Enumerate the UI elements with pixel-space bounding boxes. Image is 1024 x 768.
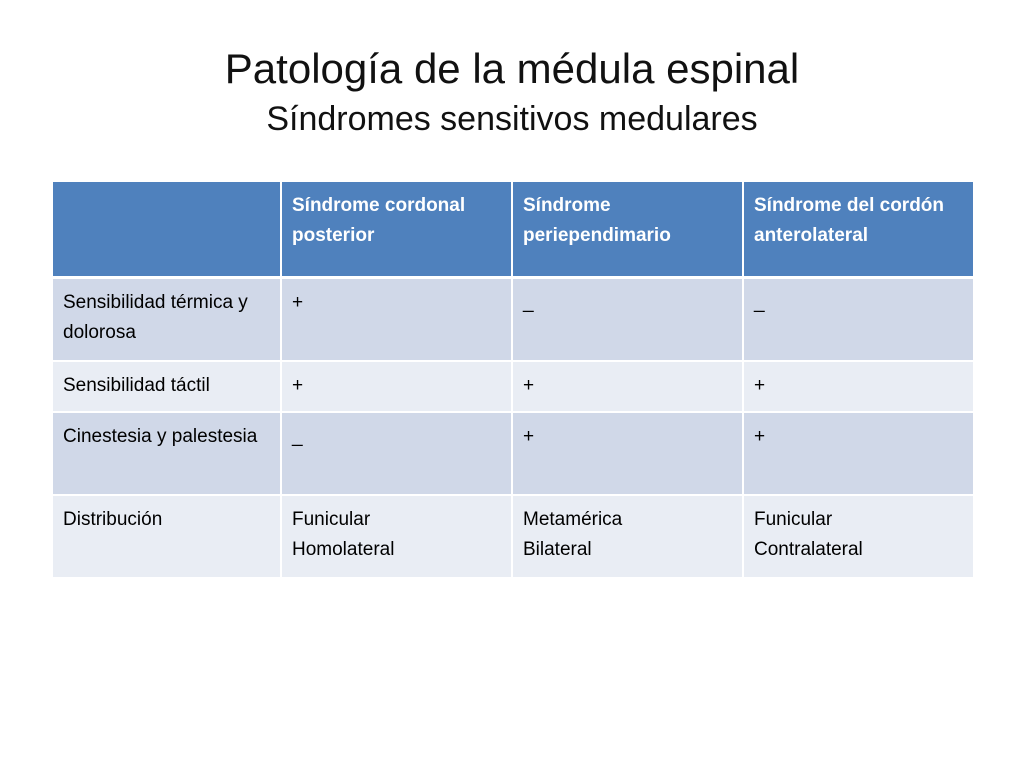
cell-line: Funicular [292,508,371,530]
table-cell [512,495,743,578]
cell-line: Contralateral [754,538,863,560]
table-header-anterolateral: Síndrome del cordón anterolateral [743,181,974,277]
table-cell [743,495,974,578]
table-cell: + [512,361,743,412]
row-label-tactil: Sensibilidad táctil [52,361,281,412]
row-label-distribucion: Distribución [52,495,281,578]
table-header-cordonal-posterior: Síndrome cordonal posterior [281,181,512,277]
table-row [52,412,974,495]
table-header-row [52,181,974,277]
table-cell: + [743,361,974,412]
table-cell: + [743,412,974,495]
table-header-empty-cell [52,181,281,277]
table-cell: _ [281,412,512,495]
table-row [52,277,974,361]
syndromes-table [51,180,975,579]
table-cell: _ [743,277,974,361]
row-label-termica-dolorosa: Sensibilidad térmica y dolorosa [52,277,281,361]
table-cell [281,495,512,578]
row-label-cinestesia-palestesia: Cinestesia y palestesia [52,412,281,495]
table-row [52,361,974,412]
cell-line: Homolateral [292,538,395,560]
table-row [52,495,974,578]
page-title: Patología de la médula espinal [224,45,800,92]
table-cell: + [512,412,743,495]
cell-line: Bilateral [523,538,592,560]
table-cell: + [281,277,512,361]
cell-line: Funicular [754,508,833,530]
table-header-periependimario: Síndrome periependimario [512,181,743,277]
table-cell: _ [512,277,743,361]
table-cell: + [281,361,512,412]
cell-line: Metamérica [523,508,623,530]
page-subtitle: Síndromes sensitivos medulares [266,100,758,138]
slide-title [0,42,1024,142]
